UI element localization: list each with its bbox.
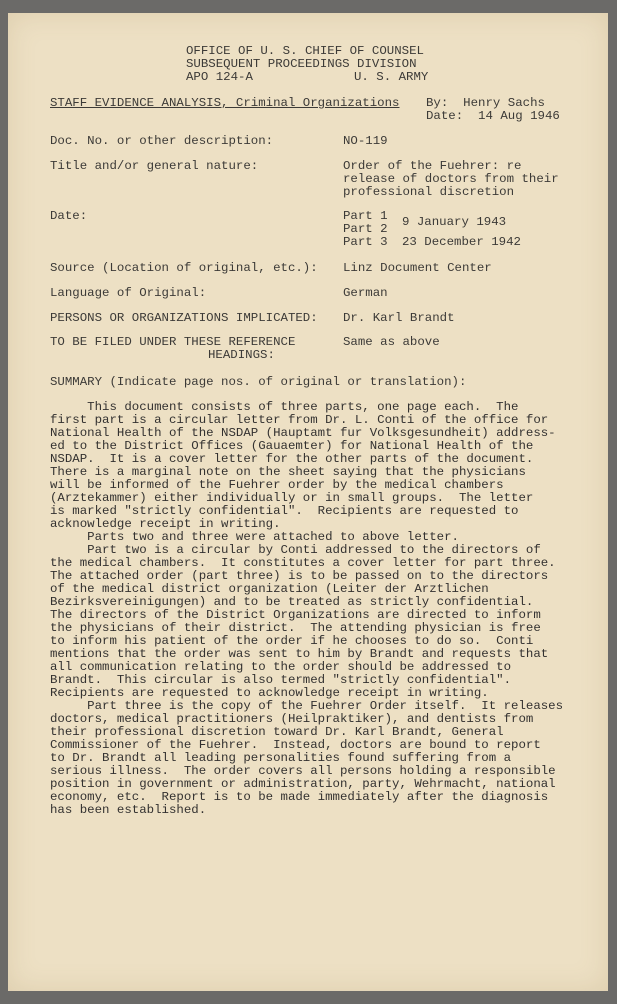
title-value-line-3: professional discretion — [343, 185, 515, 199]
source-value: Linz Document Center — [343, 261, 492, 275]
analysis-title: STAFF EVIDENCE ANALYSIS, Criminal Organizations — [50, 96, 400, 110]
part-3-label: Part 3 — [343, 235, 388, 249]
date-label: Date: — [50, 209, 88, 223]
summary-heading: SUMMARY (Indicate page nos. of original or translation): — [50, 375, 467, 389]
analysis-date: Date: 14 Aug 1946 — [426, 109, 560, 123]
header-line-3-right: U. S. ARMY — [354, 70, 429, 84]
source-label: Source (Location of original, etc.): — [50, 261, 318, 275]
document-page — [8, 13, 608, 991]
language-label: Language of Original: — [50, 286, 207, 300]
analyst-by: By: Henry Sachs — [426, 96, 545, 110]
title-label: Title and/or general nature: — [50, 159, 259, 173]
header-line-1: OFFICE OF U. S. CHIEF OF COUNSEL — [186, 44, 424, 58]
summary-paragraph-2: Parts two and three were attached to above letter. — [50, 530, 459, 544]
doc-no-value: NO-119 — [343, 134, 388, 148]
header-line-2: SUBSEQUENT PROCEEDINGS DIVISION — [186, 57, 417, 71]
title-value-line-2: release of doctors from their — [343, 172, 559, 186]
persons-value: Dr. Karl Brandt — [343, 311, 455, 325]
filed-value: Same as above — [343, 335, 440, 349]
part-1-label: Part 1 — [343, 209, 388, 223]
summary-paragraph-4: Part three is the copy of the Fuehrer Order itself. It releases doctors, medical practitioners (Heilpraktiker), and dentists from their professional discretion toward Dr. Karl Brandt, General Commissioner of the Fuehrer. Instead, doctors are bound to report to Dr. Brandt all leading personalities found suffering from a serious illness. The order covers all persons holding a responsible position in government or administration, party, Wehrmacht, national economy, etc. Report is to be made immediately after the diagnosis has been established. — [50, 699, 564, 817]
summary-body — [50, 401, 570, 817]
header-line-3-left: APO 124-A — [186, 70, 253, 84]
summary-paragraph-1: This document consists of three parts, one page each. The first part is a circular letter from Dr. L. Conti of the office for National Health of the NSDAP (Hauptamt fur Volksgesundheit) address- ed to the District Offices (Gauaemter) for National Health of the NSDAP. It is a cover letter for the other parts of the document. There is a marginal note on the sheet saying that the physicians will be informed of the Fuehrer order by the medical chambers (Arztekammer) either individually or in small groups. The letter is marked "strictly confidential". Recipients are requested to acknowledge receipt in writing. — [50, 400, 556, 531]
part-2-label: Part 2 — [343, 222, 388, 236]
summary-paragraph-3: Part two is a circular by Conti addressed to the directors of the medical chambers. It constitutes a cover letter for part three. The attached order (part three) is to be passed on to the directors of the medical district organization (Leiter der Arztlichen Bezirksvereinigungen) and to be treated as strictly confidential. The directors of the District Organizations are directed to inform the physicians of their district. The attending physician is free to inform his patient of the order if he chooses to do so. Conti mentions that the order was sent to him by Brandt and requests that all communication relating to the order should be addressed to Brandt. This circular is also termed "strictly confidential". Recipients are requested to acknowledge receipt in writing. — [50, 543, 556, 700]
filed-label-line-1: TO BE FILED UNDER THESE REFERENCE — [50, 335, 296, 349]
title-value-line-1: Order of the Fuehrer: re — [343, 159, 522, 173]
persons-label: PERSONS OR ORGANIZATIONS IMPLICATED: — [50, 311, 318, 325]
date-part-3: 23 December 1942 — [402, 235, 521, 249]
language-value: German — [343, 286, 388, 300]
filed-label-line-2: HEADINGS: — [208, 348, 275, 362]
date-parts-1-2: 9 January 1943 — [402, 215, 507, 229]
doc-no-label: Doc. No. or other description: — [50, 134, 274, 148]
